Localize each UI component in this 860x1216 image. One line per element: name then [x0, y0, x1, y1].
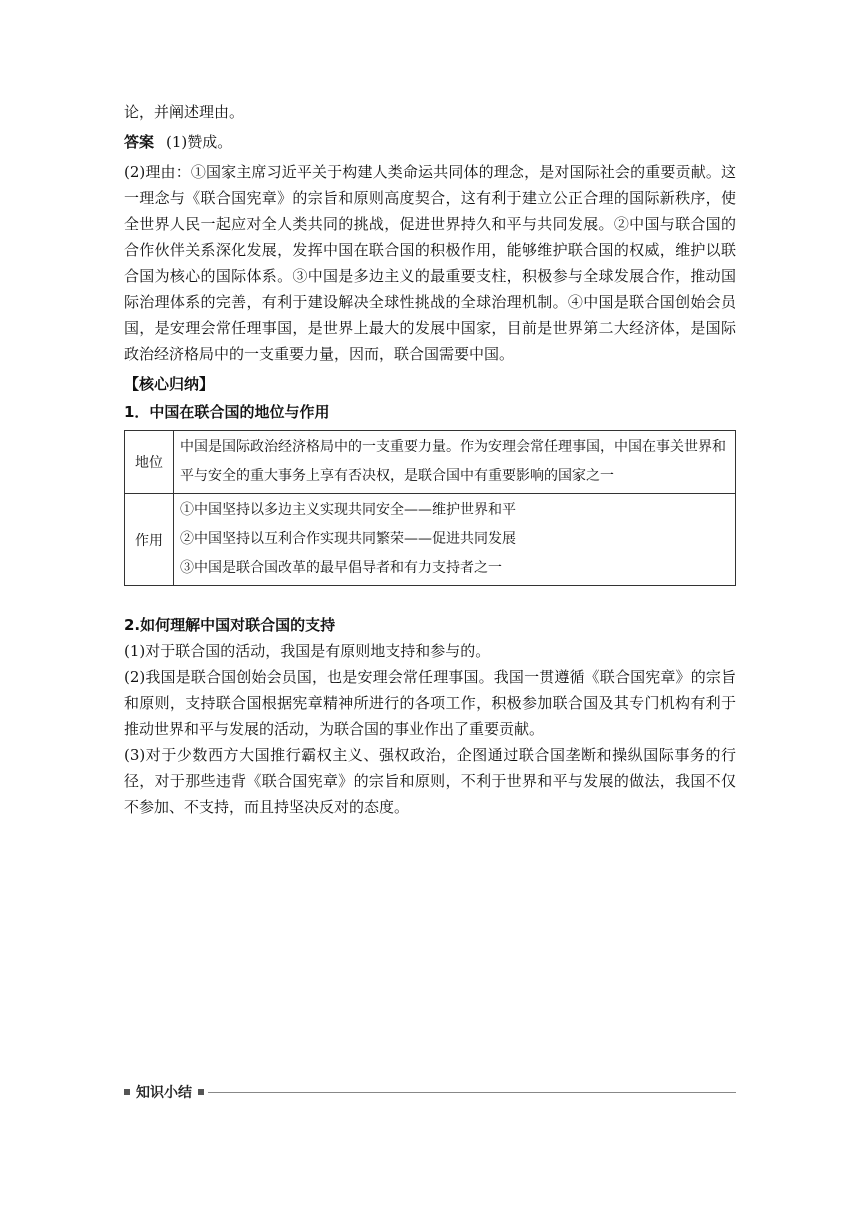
table-body-position: 中国是国际政治经济格局中的一支重要力量。作为安理会常任理事国，中国在事关世界和平与安全的重大事务上享有否决权，是联合国中有重要影响的国家之一: [174, 431, 736, 494]
answer-label: 答案: [124, 133, 155, 151]
table-row: [125, 431, 736, 494]
role-item: ③中国是联合国改革的最早倡导者和有力支持者之一: [180, 560, 502, 576]
answer-part2: (2)理由：①国家主席习近平关于构建人类命运共同体的理念，是对国际社会的重要贡献。这一理念与《联合国宪章》的宗旨和原则高度契合，这有利于建立公正合理的国际新秩序，使全世界人民一起应对全人类共同的挑战，促进世界持久和平与共同发展。②中国与联合国的合作伙伴关系深化发展，发挥中国在联合国的积极作用，能够维护联合国的权威，维护以联合国为核心的国际体系。③中国是多边主义的最重要支柱，积极参与全球发展合作，推动国际治理体系的完善，有利于建设解决全球性挑战的全球治理机制。④中国是联合国创始会员国，是安理会常任理事国，是世界上最大的发展中国家，目前是世界第二大经济体，是国际政治经济格局中的一支重要力量，因而，联合国需要中国。: [124, 163, 736, 363]
section2-title: 2.如何理解中国对联合国的支持: [124, 616, 336, 634]
footer-title: 知识小结: [136, 1085, 192, 1101]
square-bullet-icon: [198, 1089, 204, 1095]
footer-divider: [208, 1092, 736, 1093]
table-head-role: 作用: [125, 494, 174, 586]
footer-section-bar: [124, 1080, 736, 1104]
answer-part1: (1)赞成。: [166, 133, 233, 151]
table-row: [125, 494, 736, 586]
page-content: [124, 0, 736, 820]
summary-header: 【核心归纳】: [124, 375, 215, 393]
role-item: ①中国坚持以多边主义实现共同安全——维护世界和平: [180, 502, 516, 518]
table-body-role: [174, 494, 736, 586]
square-bullet-icon: [124, 1089, 130, 1095]
position-role-table: [124, 430, 736, 586]
intro-line: 论，并阐述理由。: [124, 103, 245, 121]
section2-paragraph-3: (3)对于少数西方大国推行霸权主义、强权政治，企图通过联合国垄断和操纵国际事务的行径，对于那些违背《联合国宪章》的宗旨和原则，不利于世界和平与发展的做法，我国不仅不参加、不支持，而且持坚决反对的态度。: [124, 746, 736, 816]
section2-paragraph-1: (1)对于联合国的活动，我国是有原则地支持和参与的。: [124, 642, 491, 660]
table-head-position: 地位: [125, 431, 174, 494]
section2-paragraph-2: (2)我国是联合国创始会员国，也是安理会常任理事国。我国一贯遵循《联合国宪章》的宗旨和原则，支持联合国根据宪章精神所进行的各项工作，积极参加联合国及其专门机构有利于推动世界和平与发展的活动，为联合国的事业作出了重要贡献。: [124, 668, 736, 738]
section1-title: 1．中国在联合国的地位与作用: [124, 403, 330, 421]
role-item: ②中国坚持以互利合作实现共同繁荣——促进共同发展: [180, 531, 516, 547]
answer-line: [124, 129, 736, 155]
